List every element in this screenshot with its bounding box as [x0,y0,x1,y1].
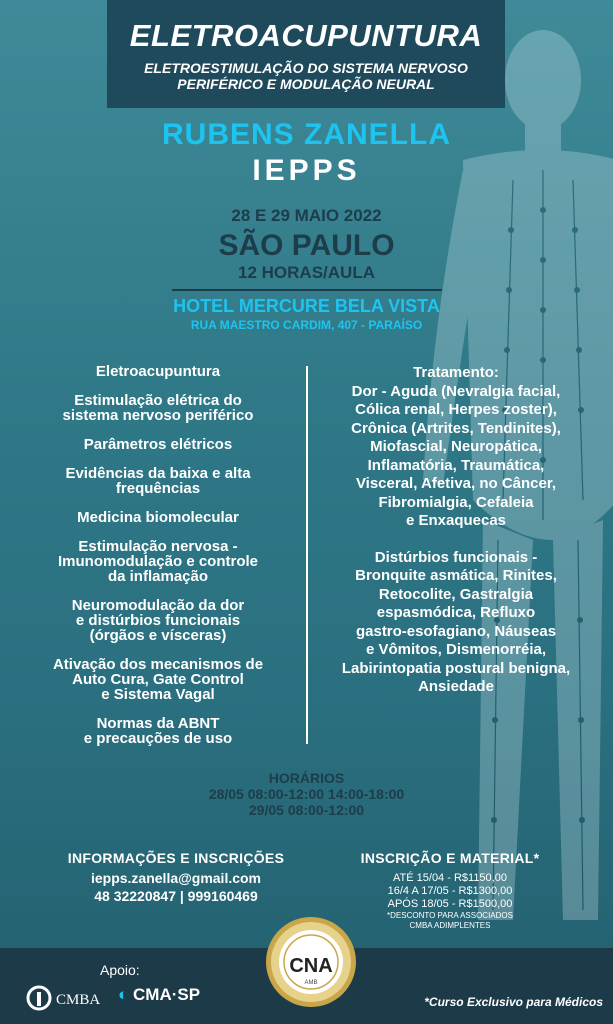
info-phones[interactable]: 48 32220847 | 999160469 [94,888,258,904]
topic-item [28,437,288,452]
topic-line: da inflamação [107,568,209,585]
info-email[interactable]: iepps.zanella@gmail.com [90,870,262,886]
topic-line: e precauções de uso [83,730,233,747]
divider-line [172,289,442,291]
topic-item [28,716,288,746]
treatment-line: gastro-esofagiano, Náuseas [355,622,557,640]
cmasp-mark-icon: ◐ [118,985,129,1004]
speaker-name: RUBENS ZANELLA [162,118,451,151]
support-label: Apoio: [100,962,140,978]
seal-text: CNA [289,955,333,977]
topic-item [28,364,288,379]
topic-line: e Sistema Vagal [101,686,215,703]
topics-list [28,364,288,760]
price-tier-3: APÓS 18/05 - R$1500,00 [387,898,513,910]
cmba-logo-icon [26,982,108,1014]
topic-line: frequências [115,480,201,497]
topic-item [28,539,288,584]
treatment-line: Crônica (Artrites, Tendinites), [351,419,561,437]
treatment-block-pain [318,364,594,531]
topic-item [28,393,288,423]
subtitle-line-1: ELETROESTIMULAÇÃO DO SISTEMA NERVOSO [144,60,468,76]
treatment-line: Tratamento: [413,364,499,381]
topic-line: Eletroacupuntura [95,363,221,380]
treatment-line: Visceral, Afetiva, no Câncer, [355,475,557,492]
topic-item [28,598,288,643]
cmba-logo-text: CMBA [56,992,101,1008]
schedule-day-1: 28/05 08:00-12:00 14:00-18:00 [208,786,405,802]
treatment-line: Ansiedade [418,678,494,695]
topic-line: (órgãos e vísceras) [89,627,227,644]
topic-line: Parâmetros elétricos [83,436,233,453]
topic-line: Estimulação elétrica do [74,392,242,409]
treatment-line: Labirintopatia postural benigna, [341,659,571,677]
price-tier-1: ATÉ 15/04 - R$1150,00 [393,872,507,884]
treatment-list [318,364,594,697]
subtitle-line-2: PERIFÉRICO E MODULAÇÃO NEURAL [177,76,435,92]
main-title: ELETROACUPUNTURA [129,18,483,53]
treatment-line: Fibromialgia, Cefaleia [378,493,534,511]
price-tier-2: 16/4 A 17/05 - R$1300,00 [387,885,513,897]
schedule [0,770,613,818]
cmasp-logo-text: CMA·SP [133,985,201,1004]
title-band [107,0,505,108]
treatment-line: Cólica renal, Herpes zoster), [355,401,557,418]
schedule-title: HORÁRIOS [268,770,345,786]
topic-line: Ativação dos mecanismos de [52,656,264,673]
treatment-line: Inflamatória, Traumática, [367,456,545,474]
cmasp-logo [118,985,218,1009]
cna-seal-icon [265,916,357,1008]
discount-line-1: *DESCONTO PARA ASSOCIADOS [387,911,513,920]
treatment-line: e Enxaquecas [405,512,507,529]
info-title: INFORMAÇÕES E INSCRIÇÕES [67,850,285,866]
topic-line: sistema nervoso periférico [62,407,254,424]
treatment-line: Bronquite asmática, Rinites, [355,567,557,584]
topic-line: e distúrbios funcionais [75,612,241,629]
topic-line: Evidências da baixa e alta [65,465,251,482]
topic-line: Auto Cura, Gate Control [72,671,244,688]
speaker-institution: IEPPS [252,154,361,187]
event-dates: 28 E 29 MAIO 2022 [231,206,382,225]
treatment-block-functional [318,549,594,697]
topic-line: Neuromodulação da dor [71,597,245,614]
topic-line: Normas da ABNT [96,715,220,732]
treatment-line: Miofascial, Neuropática, [370,438,542,455]
exclusive-note: *Curso Exclusivo para Médicos [424,995,603,1009]
topic-line: Estimulação nervosa - [78,538,238,555]
topic-line: Medicina biomolecular [77,509,239,526]
topic-item [28,510,288,525]
discount-line-2: CMBA ADIMPLENTES [409,921,491,930]
topic-line: Imunomodulação e controle [57,553,259,570]
event-address: RUA MAESTRO CARDIM, 407 - PARAÍSO [190,318,423,332]
topic-item [28,657,288,702]
schedule-day-2: 29/05 08:00-12:00 [248,802,365,818]
treatment-line: espasmódica, Refluxo [376,604,536,621]
treatment-line: Retocolite, Gastralgia [378,585,534,603]
topic-item [28,466,288,496]
column-divider [306,366,308,744]
event-hours: 12 HORAS/AULA [238,263,375,282]
registration-title: INSCRIÇÃO E MATERIAL* [360,850,540,866]
event-venue: HOTEL MERCURE BELA VISTA [173,296,440,316]
treatment-line: Dor - Aguda (Nevralgia facial, [351,382,561,400]
treatment-line: e Vômitos, Dismenorréia, [365,641,547,658]
seal-sub: AMB [304,980,318,986]
treatment-line: Distúrbios funcionais - [374,548,538,566]
info-section [40,850,312,904]
registration-section [330,850,570,931]
event-city: SÃO PAULO [218,229,395,262]
